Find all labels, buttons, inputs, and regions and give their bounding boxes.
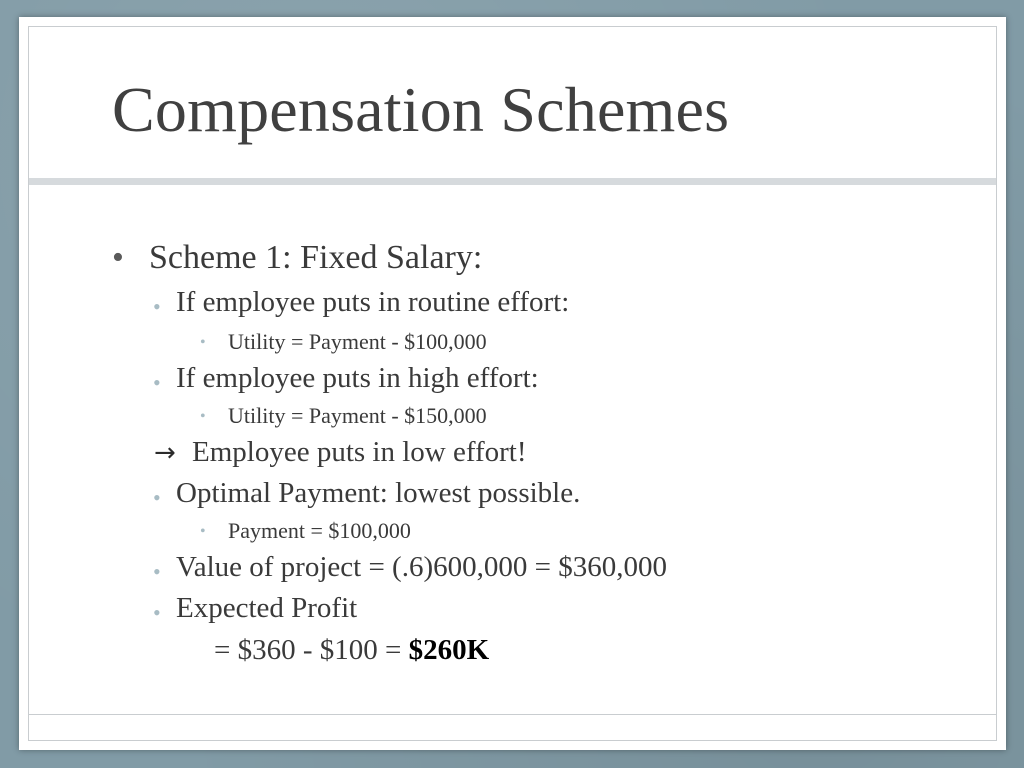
bullet-marker-level3: • — [200, 334, 206, 351]
footer-divider — [29, 714, 996, 715]
profit-result: $260K — [408, 634, 490, 666]
bullet-marker-level2: • — [153, 370, 161, 395]
right-arrow-icon: → — [154, 438, 176, 468]
bullet-routine-effort: If employee puts in routine effort: — [176, 286, 570, 318]
bullet-marker-level2: • — [153, 600, 161, 625]
bullet-marker-level2: • — [153, 485, 161, 510]
bullet-marker-level1: • — [112, 239, 124, 276]
bullet-scheme: Scheme 1: Fixed Salary: — [149, 239, 483, 276]
bullet-high-effort: If employee puts in high effort: — [176, 362, 539, 394]
slide-title: Compensation Schemes — [112, 74, 730, 145]
bullet-marker-level3: • — [200, 523, 206, 540]
bullet-payment-value: Payment = $100,000 — [228, 518, 411, 543]
slide-canvas — [19, 17, 1006, 750]
profit-calculation — [214, 634, 489, 667]
title-divider — [29, 178, 996, 185]
bullet-high-utility: Utility = Payment - $150,000 — [228, 403, 487, 428]
bullet-expected-profit: Expected Profit — [176, 592, 358, 624]
bullet-marker-level2: • — [153, 559, 161, 584]
bullet-routine-utility: Utility = Payment - $100,000 — [228, 329, 487, 354]
bullet-marker-level2: • — [153, 294, 161, 319]
bullet-optimal-payment: Optimal Payment: lowest possible. — [176, 477, 581, 509]
profit-calc-text: = $360 - $100 = — [214, 634, 409, 666]
conclusion-text: Employee puts in low effort! — [192, 436, 527, 468]
bullet-project-value: Value of project = (.6)600,000 = $360,000 — [176, 551, 667, 583]
bullet-marker-level3: • — [200, 408, 206, 425]
